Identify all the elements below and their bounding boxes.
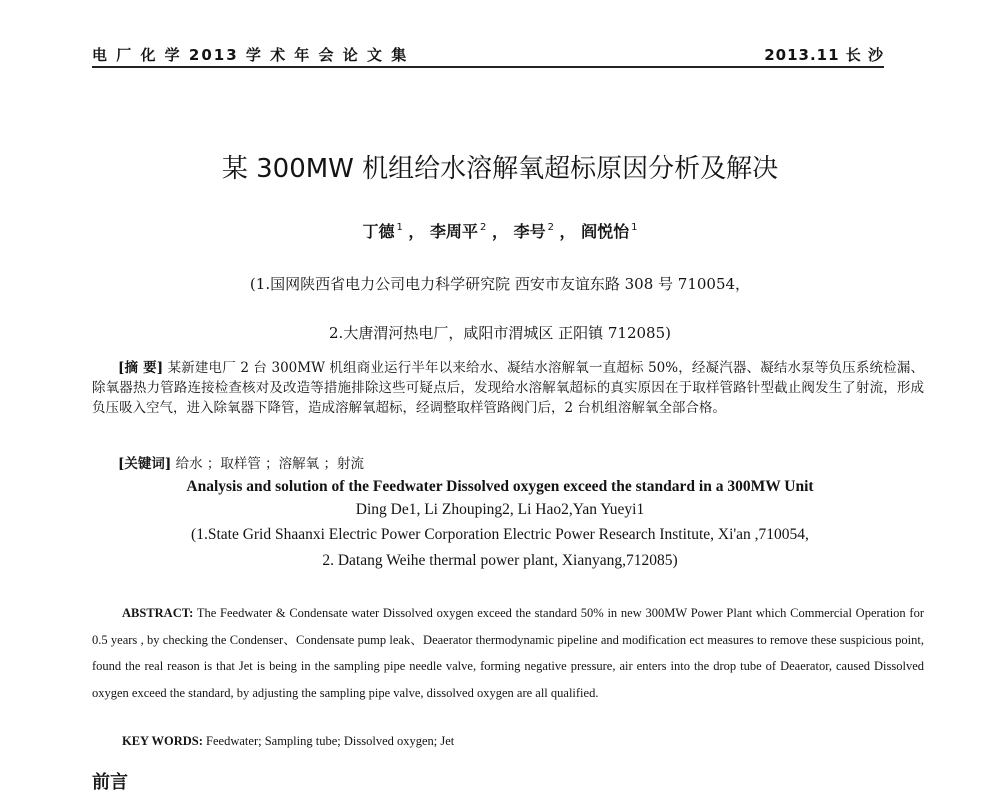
running-header-journal: 电 厂 化 学 2013 学 术 年 会 论 文 集 <box>92 46 409 64</box>
abstract-en-label: ABSTRACT: <box>122 606 194 620</box>
keywords-cn <box>118 452 918 472</box>
author-separator: ， <box>559 222 576 241</box>
abstract-cn-text: 某新建电厂 2 台 300MW 机组商业运行半年以来给水、凝结水溶解氧一直超标 50%，经凝汽器、凝结水泵等负压系统检漏、除氧器热力管路连接检查核对及改造等措施排除这些可疑点后，发现给水溶解氧超标的真实原因在于取样管路针型截止阀发生了射流，形成负压吸入空气，进入除氧器下降管，造成溶解氧超标，经调整取样管路阀门后，2 台机组溶解氧全部合格。 <box>92 360 924 416</box>
english-affiliation-1: (1.State Grid Shaanxi Electric Power Corporation Electric Power Research Institute, Xi'an ,710054, <box>191 526 809 543</box>
running-header <box>92 44 884 68</box>
author: 阎悦怡 <box>581 222 630 241</box>
english-affiliation-2: 2. Datang Weihe thermal power plant, Xianyang,712085) <box>322 552 678 569</box>
abstract-cn <box>92 358 924 418</box>
english-title: Analysis and solution of the Feedwater Dissolved oxygen exceed the standard in a 300MW Unit <box>186 478 814 495</box>
author: 李周平 <box>430 222 479 241</box>
author-affiliation-mark: 1 <box>396 222 403 233</box>
author-affiliation-mark: 2 <box>547 222 554 233</box>
abstract-en-text: The Feedwater & Condensate water Dissolved oxygen exceed the standard 50% in new 300MW Power Plant which Commercial Operation for 0.5 years , by checking the Condenser、Condensate pump leak、Deaerator thermodynamic pipeline and modification ect measures to remove these suspicious point, found the real reason is that Jet is being in the sampling pipe needle valve, forming negative pressure, air enters into the drop tube of Deaerator, caused Dissolved oxygen exceed the standard, by adjusting the sampling pipe valve, dissolved oxygen are all qualified. <box>92 606 924 700</box>
author-list <box>0 219 1000 242</box>
section-heading-preface: 前言 <box>92 772 128 793</box>
keywords-cn-text: 给水 ；取样管 ；溶解氧 ；射流 <box>175 456 364 472</box>
keywords-cn-label: [关键词] <box>118 456 172 472</box>
affiliation-cn-2: 2.大唐渭河热电厂，咸阳市渭城区 正阳镇 712085) <box>329 324 671 342</box>
header-rule <box>92 66 884 68</box>
keywords-en-text: Feedwater; Sampling tube; Dissolved oxygen; Jet <box>206 734 455 748</box>
running-header-date-place: 2013.11 长 沙 <box>764 46 884 64</box>
author-affiliation-mark: 1 <box>631 222 638 233</box>
abstract-cn-label: [摘 要] <box>118 360 164 376</box>
abstract-en <box>92 600 924 706</box>
author: 丁德 <box>362 222 395 241</box>
keywords-en <box>122 734 922 749</box>
author-separator: ， <box>408 222 425 241</box>
english-authors: Ding De1, Li Zhouping2, Li Hao2,Yan Yueyi1 <box>355 501 645 518</box>
author: 李号 <box>513 222 546 241</box>
paper-title: 某 300MW 机组给水溶解氧超标原因分析及解决 <box>221 154 779 184</box>
author-affiliation-mark: 2 <box>480 222 487 233</box>
author-separator: ， <box>491 222 508 241</box>
affiliation-cn-1: (1.国网陕西省电力公司电力科学研究院 西安市友谊东路 308 号 710054， <box>249 275 751 293</box>
keywords-en-label: KEY WORDS: <box>122 734 203 748</box>
